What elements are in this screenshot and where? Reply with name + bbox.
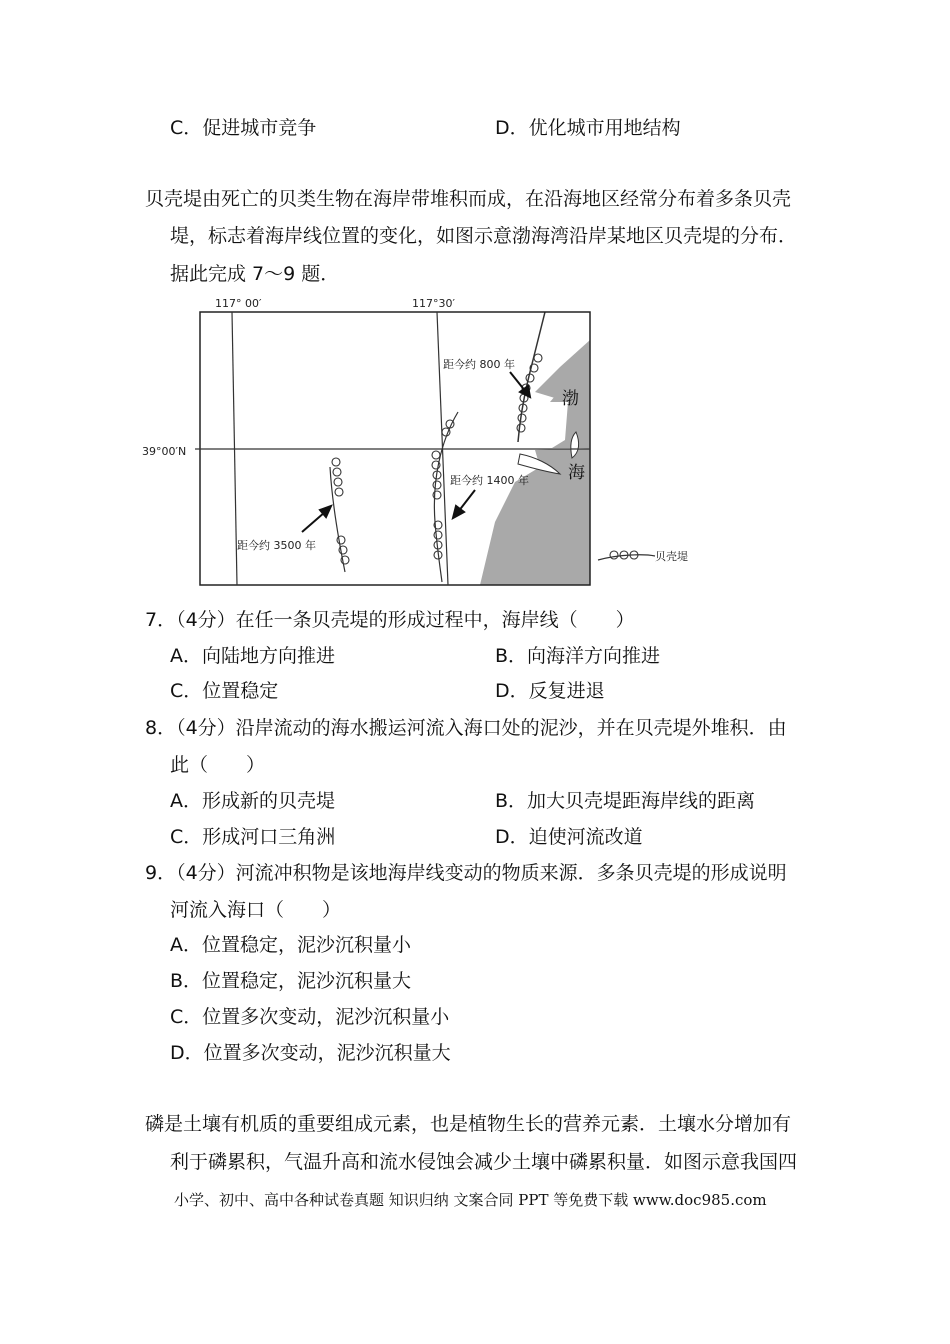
- q9-option-c: C．位置多次变动，泥沙沉积量小: [170, 1006, 450, 1028]
- q9-option-b: B．位置稳定，泥沙沉积量大: [170, 970, 412, 992]
- passage2-line2: 利于磷累积，气温升高和流水侵蚀会减少土壤中磷累积量．如图示意我国四: [170, 1151, 798, 1173]
- shell-ridge-map: [140, 292, 710, 592]
- lat-label-39-00: 39°00′N: [142, 445, 187, 458]
- label-1400: 距今约 1400 年: [450, 474, 529, 487]
- q7-option-d: D．反复进退: [495, 680, 605, 702]
- q7-stem: 7．（4分）在任一条贝壳堤的形成过程中，海岸线（ ）: [145, 609, 635, 631]
- footer: 小学、初中、高中各种试卷真题 知识归纳 文案合同 PPT 等免费下载 www.doc985.com: [174, 1191, 767, 1209]
- passage1-line3: 据此完成 7～9 题．: [170, 263, 340, 285]
- q9-option-a: A．位置稳定，泥沙沉积量小: [170, 934, 411, 956]
- arrows: [302, 372, 530, 532]
- label-800: 距今约 800 年: [443, 358, 515, 371]
- q9-option-d: D．位置多次变动，泥沙沉积量大: [170, 1042, 451, 1064]
- passage2-line1: 磷是土壤有机质的重要组成元素，也是植物生长的营养元素．土壤水分增加有: [145, 1113, 792, 1135]
- label-3500: 距今约 3500 年: [237, 539, 316, 552]
- prev-option-c: C．促进城市竞争: [170, 117, 317, 139]
- legend-label: 贝壳堤: [655, 550, 688, 563]
- passage1-line1: 贝壳堤由死亡的贝类生物在海岸带堆积而成，在沿海地区经常分布着多条贝壳: [145, 188, 792, 210]
- q9-stem-line1: 9．（4分）河流冲积物是该地海岸线变动的物质来源．多条贝壳堤的形成说明: [145, 862, 787, 884]
- lon-label-117-30: 117°30′: [412, 297, 455, 310]
- sea-label-bo: 渤: [562, 389, 579, 409]
- q8-option-a: A．形成新的贝壳堤: [170, 790, 335, 812]
- q8-option-c: C．形成河口三角洲: [170, 826, 336, 848]
- q7-option-c: C．位置稳定: [170, 680, 279, 702]
- q7-option-a: A．向陆地方向推进: [170, 645, 335, 667]
- q9-stem-line2: 河流入海口（ ）: [170, 899, 342, 921]
- lon-label-117-00: 117° 00′: [215, 297, 262, 310]
- q8-option-b: B．加大贝壳堤距海岸线的距离: [495, 790, 756, 812]
- q8-stem-line1: 8．（4分）沿岸流动的海水搬运河流入海口处的泥沙，并在贝壳堤外堆积．由: [145, 717, 787, 739]
- q8-option-d: D．迫使河流改道: [495, 826, 643, 848]
- sea-label-hai: 海: [568, 463, 585, 483]
- q8-stem-line2: 此（ ）: [170, 754, 266, 776]
- prev-option-d: D．优化城市用地结构: [495, 117, 681, 139]
- q7-option-b: B．向海洋方向推进: [495, 645, 661, 667]
- passage1-line2: 堤，标志着海岸线位置的变化，如图示意渤海湾沿岸某地区贝壳堤的分布．: [170, 225, 798, 247]
